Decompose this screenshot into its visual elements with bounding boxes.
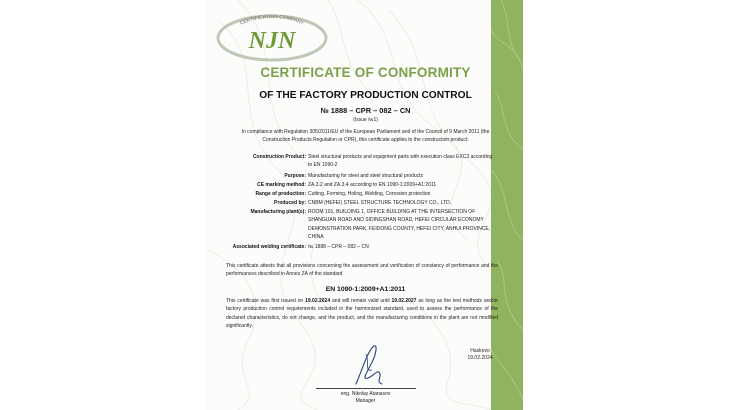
field-label: CE marking method:	[257, 182, 306, 188]
logo-arc-text: CERTIFICATION COMPANY	[239, 13, 305, 27]
svg-text:CERTIFICATION COMPANY	[239, 14, 305, 27]
signer-role: Manager	[355, 397, 376, 404]
njn-logo	[212, 6, 334, 68]
field-label: Construction Product:	[252, 154, 306, 160]
logo-letters: NJN	[248, 28, 296, 54]
issue-date: 19.02.2024	[305, 298, 331, 304]
standard-reference: EN 1090-1:2009+A1:2011	[325, 286, 406, 293]
field-value: CNBM (HEFEI) STEEL STRUCTURE TECHNOLOGY CO., LTD.	[308, 200, 452, 206]
intro-paragraph: In compliance with Regulation 305/2011/EU of the European Parliament and of the Council of 9 March 2011 (the Construction Products Regulation or CPR), this certificate applies to the construction product:	[241, 129, 490, 144]
validity-text-2: and will remain valid until	[330, 298, 392, 304]
field-label: Produced by:	[274, 200, 306, 206]
field-value: ZA.3.2 and ZA.3.4 according to EN 1090-1:2009+A1:2011	[308, 182, 437, 188]
signature	[348, 340, 388, 390]
signing-date: 19.02.2024	[467, 355, 493, 361]
certificate-subtitle: OF THE FACTORY PRODUCTION CONTROL	[259, 90, 472, 101]
validity-text-3: as long as the test methods and/or factory production control requirements included in the harmonized standard, used to assess the performance of the declared characteristics, do not change, and the product, and the manufacturing conditions in the plant are not modified significantly.	[226, 298, 499, 330]
field-value: Steel structural products and equipment parts with execution class EXC3 according to EN 1090-2	[308, 154, 493, 169]
place-and-date	[463, 348, 497, 362]
signer-name: eng. Nikolay Atanasov	[340, 391, 391, 397]
field-label: Manufacturing plant(s):	[250, 209, 306, 215]
certificate-title: CERTIFICATE OF CONFORMITY	[260, 65, 471, 80]
field-label: Range of production:	[255, 191, 306, 197]
validity-paragraph	[226, 297, 498, 331]
valid-until-date: 19.02.2027	[391, 298, 417, 304]
certificate-number: № 1888 – CPR – 082 – CN	[320, 106, 411, 115]
field-value: № 1888 – CPR – 082 – CN	[308, 244, 369, 250]
certificate-page	[208, 0, 523, 410]
field-label: Associated welding certificate:	[232, 244, 306, 250]
validity-text-1: This certificate was first issued on	[226, 298, 306, 304]
field-value: Manufacturing for steel and steel structural products	[308, 173, 424, 179]
field-value: ROOM 101, BUILDING 1, OFFICE BUILDING AT THE INTERSECTION OF SHANGUAN ROAD AND SIDINGSHAN ROAD, HEFEI CIRCULAR ECONOMY DEMONSTRATION PARK, FEIDONG COUNTY, HEFEI CITY, ANHUI PROVINCE, CHINA	[308, 209, 491, 241]
attestation-paragraph: This certificate attests that all provisions concerning the assessment and verification of constancy of performance and the performances described in Annex ZA of the standard	[226, 263, 498, 278]
field-label: Purpose:	[284, 173, 306, 179]
place: Haskovo	[470, 348, 490, 354]
issue-number: (Issue №1)	[353, 117, 378, 123]
field-value: Cutting, Forming, Holing, Welding, Corrosion protection	[308, 191, 431, 197]
signer-block	[208, 391, 523, 404]
signature-line	[316, 388, 416, 389]
